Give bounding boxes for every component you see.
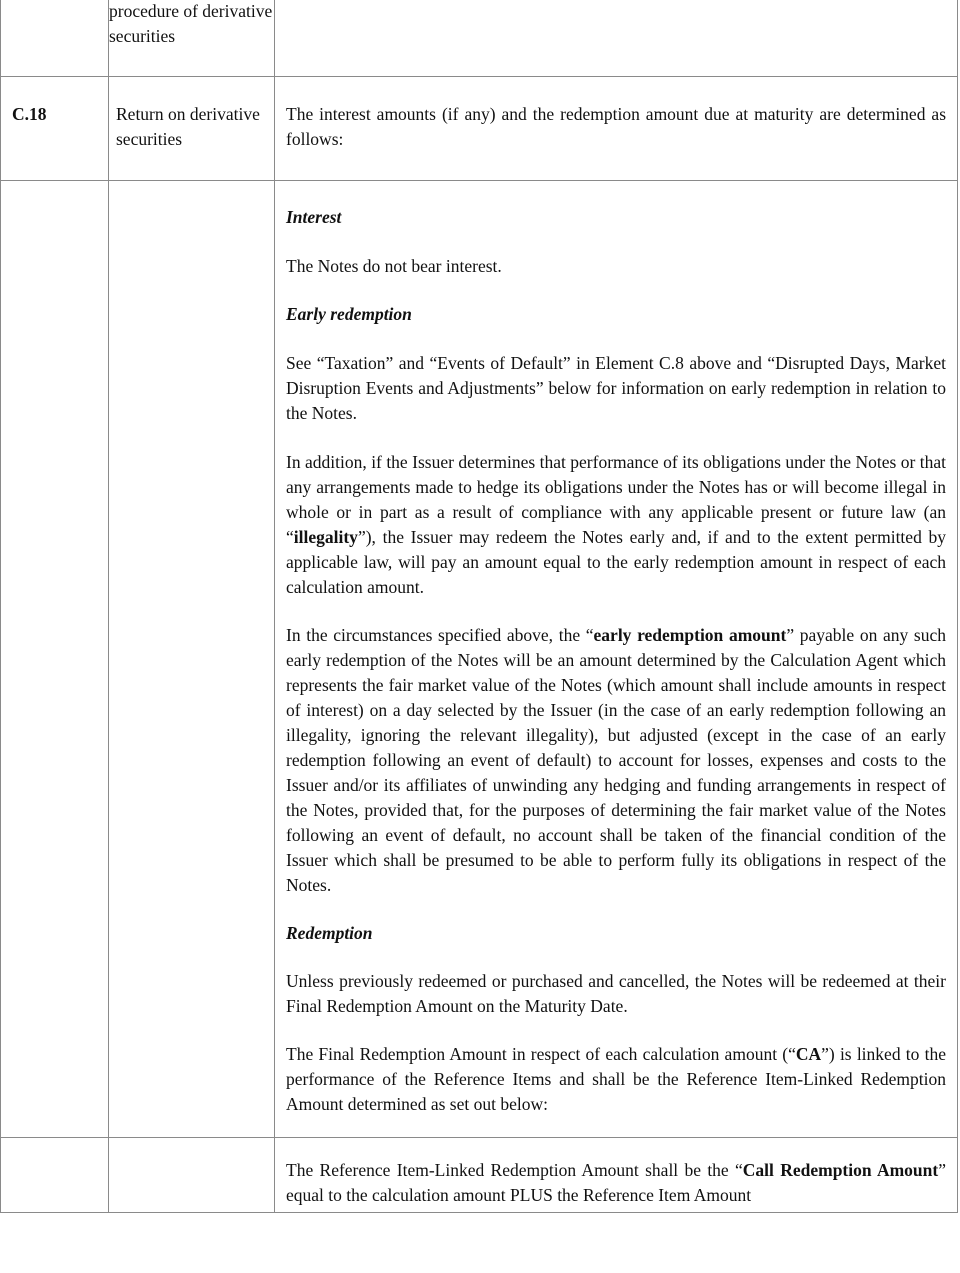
call-redemption-text-a: The Reference Item-Linked Redemption Amount shall be the “ — [286, 1160, 743, 1180]
early-redemption-para-3-text-b: ” payable on any such early redemption of the Notes will be an amount determined by the Calculation Agent which represents the fair market value of the Notes (which amount shall include amounts in respect of interest) on a day selected by the Issuer (in the case of an early redemption following an illegality, ignoring the relevant illegality), but adjusted (except in the case of an early redemption following an event of default) to account for losses, expenses and costs to the Issuer and/or its affiliates of unwinding any hedging and funding arrangements in respect of the Notes, provided that, for the purposes of determining the fair market value of the Notes following an event of default, no account shall be taken of the financial condition of the Issuer which shall be presumed to be able to perform fully its obligations in respect of the Notes. — [286, 625, 947, 895]
table-row-body — [1, 181, 958, 1138]
table-row-previous-element — [1, 0, 958, 77]
redemption-para-2 — [286, 1042, 946, 1117]
element-title-cell — [109, 77, 275, 181]
early-redemption-para-2 — [286, 450, 946, 600]
table-row-call-redemption — [1, 1138, 958, 1213]
early-redemption-para-3 — [286, 623, 946, 898]
early-redemption-para-2-text-b: ”), the Issuer may redeem the Notes early and, if and to the extent permitted by applicable law, will pay an amount equal to the early redemption amount in respect of each calculation amount. — [286, 527, 946, 597]
early-redemption-para-2-text-a: In addition, if the Issuer determines that performance of its obligations under the Notes or that any arrangements made to hedge its obligations under the Notes has or will become illegal in whole or in part as a result of compliance with any applicable present or future law (an “ — [286, 452, 946, 547]
element-code-cell-empty — [1, 0, 109, 77]
early-redemption-para-1: See “Taxation” and “Events of Default” in Element C.8 above and “Disrupted Days, Market Disruption Events and Adjustments” below for information on early redemption in relation to the Notes. — [286, 353, 946, 423]
element-content-body — [275, 181, 958, 1138]
element-content-cell — [275, 77, 958, 181]
element-content-cell-last — [275, 1138, 958, 1213]
early-redemption-amount-term: early redemption amount — [593, 625, 787, 645]
element-code-cell-empty — [1, 181, 109, 1138]
interest-text: The Notes do not bear interest. — [286, 256, 502, 276]
redemption-para-1: Unless previously redeemed or purchased and cancelled, the Notes will be redeemed at their Final Redemption Amount on the Maturity Date. — [286, 971, 946, 1016]
element-title-previous: procedure of derivative securities — [109, 1, 273, 46]
element-title-cell-empty — [109, 181, 275, 1138]
interest-heading: Interest — [286, 207, 342, 227]
early-redemption-para-3-text-a: In the circumstances specified above, the “ — [286, 625, 594, 645]
element-content-cell-empty — [275, 0, 958, 77]
intro-text: The interest amounts (if any) and the redemption amount due at maturity are determined as follows: — [286, 104, 946, 149]
redemption-para-2-text-b: ”) is linked to the performance of the Reference Items and shall be the Reference Item-Linked Redemption Amount determined as set out below: — [286, 1044, 946, 1114]
illegality-term: illegality — [293, 527, 358, 547]
element-code: C.18 — [12, 104, 47, 124]
call-redemption-text-b: ” equal to the calculation amount PLUS the Reference Item Amount — [286, 1160, 946, 1205]
element-title-cell-empty — [109, 1138, 275, 1213]
element-code-cell-empty — [1, 1138, 109, 1213]
redemption-heading: Redemption — [286, 923, 373, 943]
call-redemption-text — [286, 1158, 946, 1208]
element-title: Return on derivative securities — [116, 104, 260, 149]
early-redemption-heading: Early redemption — [286, 304, 412, 324]
redemption-para-2-text-a: The Final Redemption Amount in respect of each calculation amount (“ — [286, 1044, 796, 1064]
ca-term: CA — [795, 1044, 822, 1064]
call-redemption-amount-term: Call Redemption Amount — [742, 1160, 939, 1180]
table-row-c18 — [1, 77, 958, 181]
element-code-cell — [1, 77, 109, 181]
element-title-cell — [109, 0, 275, 77]
